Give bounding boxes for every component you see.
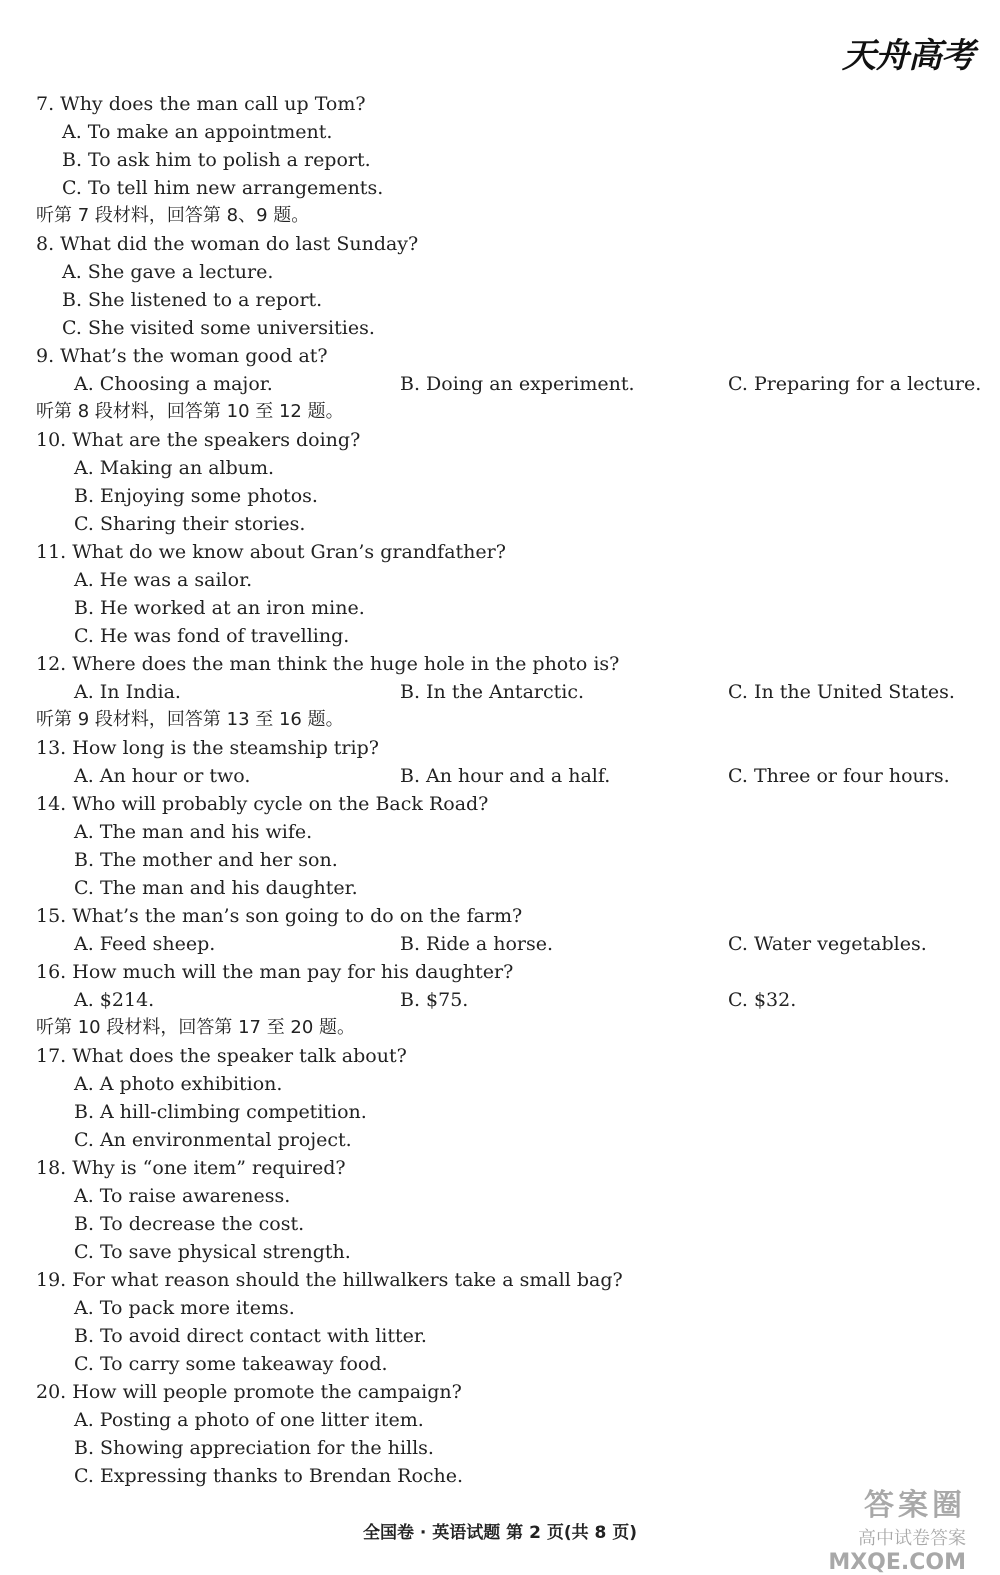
answer-option: C. In the United States. (728, 681, 955, 703)
question-stem: 8. What did the woman do last Sunday? (36, 233, 419, 255)
question-stem: 17. What does the speaker talk about? (36, 1045, 407, 1067)
answer-option: A. He was a sailor. (74, 569, 253, 591)
exam-question-list (36, 90, 986, 1490)
question-stem: 18. Why is “one item” required? (36, 1157, 346, 1179)
answer-option: A. Posting a photo of one litter item. (74, 1409, 424, 1431)
answer-option: C. Water vegetables. (728, 933, 927, 955)
section-instruction: 听第 8 段材料，回答第 10 至 12 题。 (36, 401, 344, 422)
answer-option: C. The man and his daughter. (74, 877, 358, 899)
question-stem: 16. How much will the man pay for his daughter? (36, 961, 514, 983)
answer-options-row (36, 678, 986, 706)
answer-option: A. A photo exhibition. (74, 1073, 283, 1095)
answer-option: C. She visited some universities. (62, 317, 375, 339)
answer-options-row (36, 986, 986, 1014)
answer-option: C. Expressing thanks to Brendan Roche. (74, 1465, 464, 1487)
answer-option: A. Choosing a major. (74, 373, 273, 395)
answer-option: B. Ride a horse. (400, 933, 554, 955)
page-footer: 全国卷 · 英语试题 第 2 页(共 8 页) (362, 1523, 638, 1543)
answer-option: A. In India. (74, 681, 181, 703)
answer-option: C. $32. (728, 989, 797, 1011)
answer-option: A. Feed sheep. (74, 933, 216, 955)
question-stem: 7. Why does the man call up Tom? (36, 93, 366, 115)
answer-option: C. To tell him new arrangements. (62, 177, 384, 199)
answer-option: B. Enjoying some photos. (74, 485, 318, 507)
question-stem: 9. What’s the woman good at? (36, 345, 328, 367)
question-stem: 12. Where does the man think the huge hole in the photo is? (36, 653, 620, 675)
watermark-line-3: MXQE.COM (828, 1550, 966, 1575)
answer-option: B. To ask him to polish a report. (62, 149, 371, 171)
question-stem: 14. Who will probably cycle on the Back Road? (36, 793, 489, 815)
answer-option: C. To save physical strength. (74, 1241, 351, 1263)
answer-option: A. The man and his wife. (74, 821, 313, 843)
section-instruction: 听第 7 段材料，回答第 8、9 题。 (36, 205, 310, 226)
answer-option: C. Sharing their stories. (74, 513, 306, 535)
answer-option: B. To avoid direct contact with litter. (74, 1325, 427, 1347)
answer-option: A. An hour or two. (74, 765, 251, 787)
watermark-line-1: 答案圈 (864, 1488, 966, 1523)
answer-option: A. Making an album. (74, 457, 275, 479)
question-stem: 13. How long is the steamship trip? (36, 737, 379, 759)
answer-option: A. $214. (74, 989, 155, 1011)
section-instruction: 听第 10 段材料，回答第 17 至 20 题。 (36, 1017, 356, 1038)
answer-options-row (36, 762, 986, 790)
answer-option: B. $75. (400, 989, 469, 1011)
answer-option: C. An environmental project. (74, 1129, 352, 1151)
answer-option: B. To decrease the cost. (74, 1213, 305, 1235)
answer-option: C. He was fond of travelling. (74, 625, 350, 647)
answer-option: C. Three or four hours. (728, 765, 950, 787)
answer-option: A. To pack more items. (74, 1297, 295, 1319)
answer-option: B. He worked at an iron mine. (74, 597, 365, 619)
answer-option: B. Doing an experiment. (400, 373, 635, 395)
question-stem: 11. What do we know about Gran’s grandfather? (36, 541, 506, 563)
answer-option: B. Showing appreciation for the hills. (74, 1437, 434, 1459)
question-stem: 20. How will people promote the campaign? (36, 1381, 462, 1403)
answer-option: B. An hour and a half. (400, 765, 611, 787)
section-instruction: 听第 9 段材料，回答第 13 至 16 题。 (36, 709, 344, 730)
question-stem: 19. For what reason should the hillwalkers take a small bag? (36, 1269, 623, 1291)
answer-option: A. To raise awareness. (74, 1185, 291, 1207)
answer-option: B. The mother and her son. (74, 849, 338, 871)
answer-option: C. To carry some takeaway food. (74, 1353, 388, 1375)
watermark-line-2: 高中试卷答案 (858, 1528, 966, 1549)
brand-logo: 天舟高考 (842, 36, 974, 76)
answer-option: B. She listened to a report. (62, 289, 323, 311)
question-stem: 15. What’s the man’s son going to do on the farm? (36, 905, 523, 927)
question-stem: 10. What are the speakers doing? (36, 429, 361, 451)
answer-options-row (36, 370, 986, 398)
answer-option: C. Preparing for a lecture. (728, 373, 982, 395)
answer-option: B. A hill-climbing competition. (74, 1101, 367, 1123)
answer-option: A. To make an appointment. (62, 121, 333, 143)
answer-options-row (36, 930, 986, 958)
answer-option: A. She gave a lecture. (62, 261, 274, 283)
answer-option: B. In the Antarctic. (400, 681, 585, 703)
